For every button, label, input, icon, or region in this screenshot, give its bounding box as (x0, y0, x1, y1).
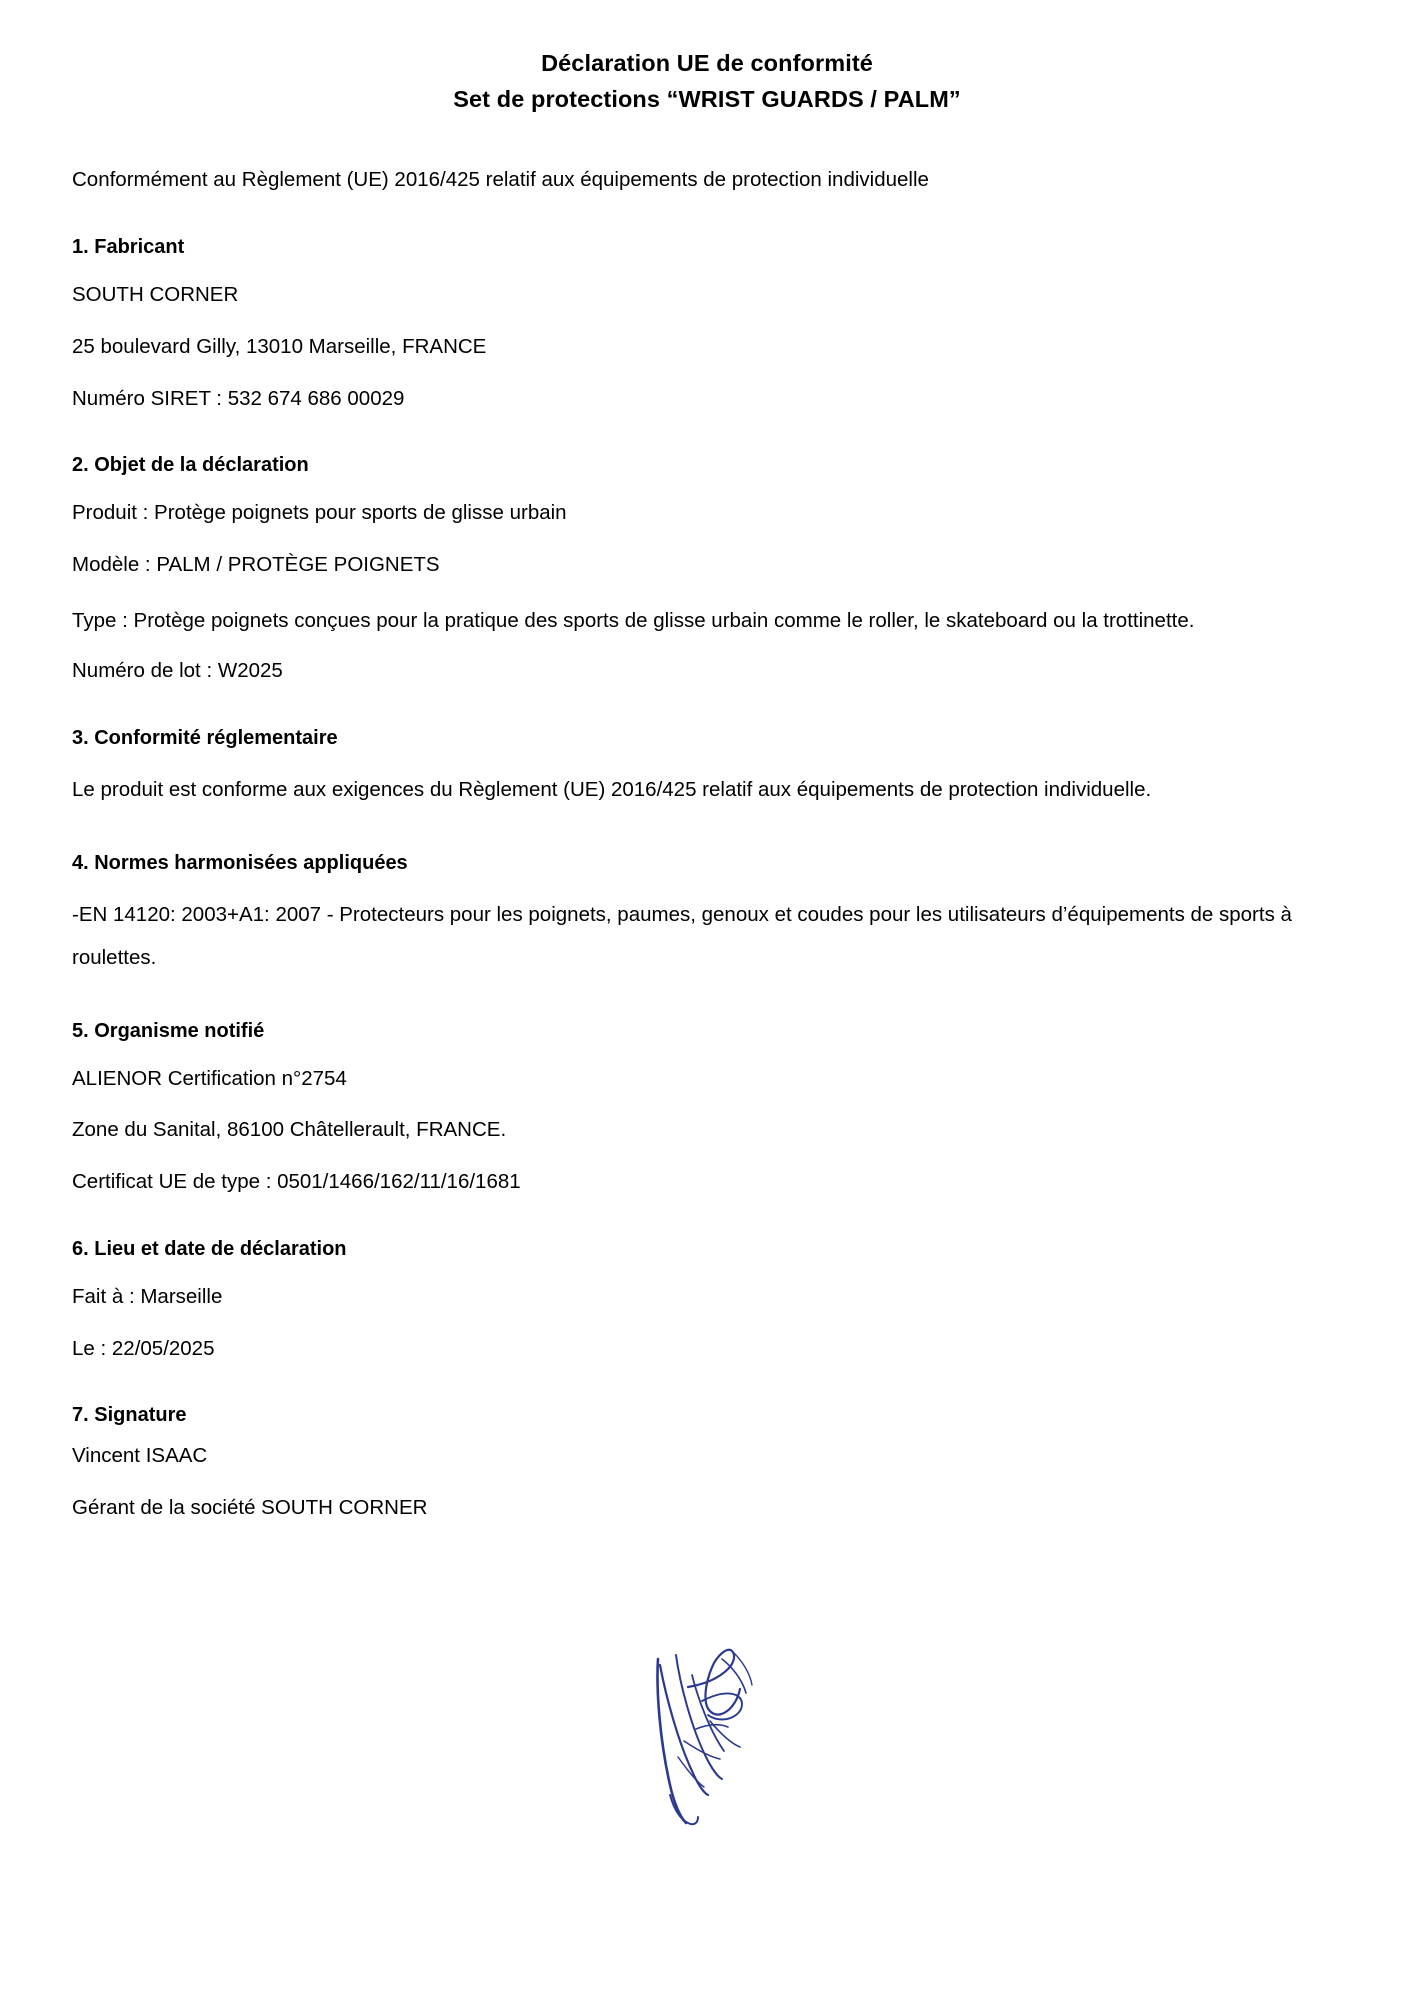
product-name: Produit : Protège poignets pour sports de glisse urbain (72, 501, 567, 525)
section-heading-lieu-date: 6. Lieu et date de déclaration (72, 1237, 347, 1260)
signatory-role: Gérant de la société SOUTH CORNER (72, 1496, 428, 1519)
page-title (72, 46, 1342, 117)
section-heading-conformite: 3. Conformité réglementaire (72, 727, 338, 750)
declaration-place: Fait à : Marseille (72, 1284, 223, 1308)
notified-body-address: Zone du Sanital, 86100 Châtellerault, FRANCE. (72, 1118, 507, 1142)
handwritten-signature-icon (640, 1645, 790, 1830)
manufacturer-address: 25 boulevard Gilly, 13010 Marseille, FRANCE (72, 334, 487, 358)
signatory-name: Vincent ISAAC (72, 1444, 208, 1468)
section-heading-normes: 4. Normes harmonisées appliquées (72, 851, 408, 874)
declaration-date: Le : 22/05/2025 (72, 1336, 215, 1360)
product-model: Modèle : PALM / PROTÈGE POIGNETS (72, 553, 440, 577)
eu-type-certificate: Certificat UE de type : 0501/1466/162/11/16/1681 (72, 1170, 521, 1193)
section-heading-signature: 7. Signature (72, 1404, 187, 1427)
manufacturer-siret: Numéro SIRET : 532 674 686 00029 (72, 386, 405, 410)
notified-body-name: ALIENOR Certification n°2754 (72, 1066, 347, 1090)
product-type: Type : Protège poignets conçues pour la pratique des sports de glisse urbain comme le roller, le skateboard ou la trottinette. (72, 608, 1195, 632)
product-lot: Numéro de lot : W2025 (72, 659, 283, 683)
section-heading-objet: 2. Objet de la déclaration (72, 454, 309, 477)
page-title-line-2: Set de protections “WRIST GUARDS / PALM” (453, 85, 961, 112)
conformity-text: Le produit est conforme aux exigences du Règlement (UE) 2016/425 relatif aux équipements de protection individuelle. (72, 778, 1152, 802)
manufacturer-company: SOUTH CORNER (72, 283, 239, 307)
section-heading-organisme: 5. Organisme notifié (72, 1019, 265, 1042)
page-title-line-1: Déclaration UE de conformité (541, 50, 873, 76)
section-heading-fabricant: 1. Fabricant (72, 236, 185, 259)
intro-paragraph: Conformément au Règlement (UE) 2016/425 relatif aux équipements de protection individuelle (72, 168, 929, 192)
standards-text: -EN 14120: 2003+A1: 2007 - Protecteurs pour les poignets, paumes, genoux et coudes pour les utilisateurs d’équipements de sports à roulettes. (72, 902, 1292, 970)
